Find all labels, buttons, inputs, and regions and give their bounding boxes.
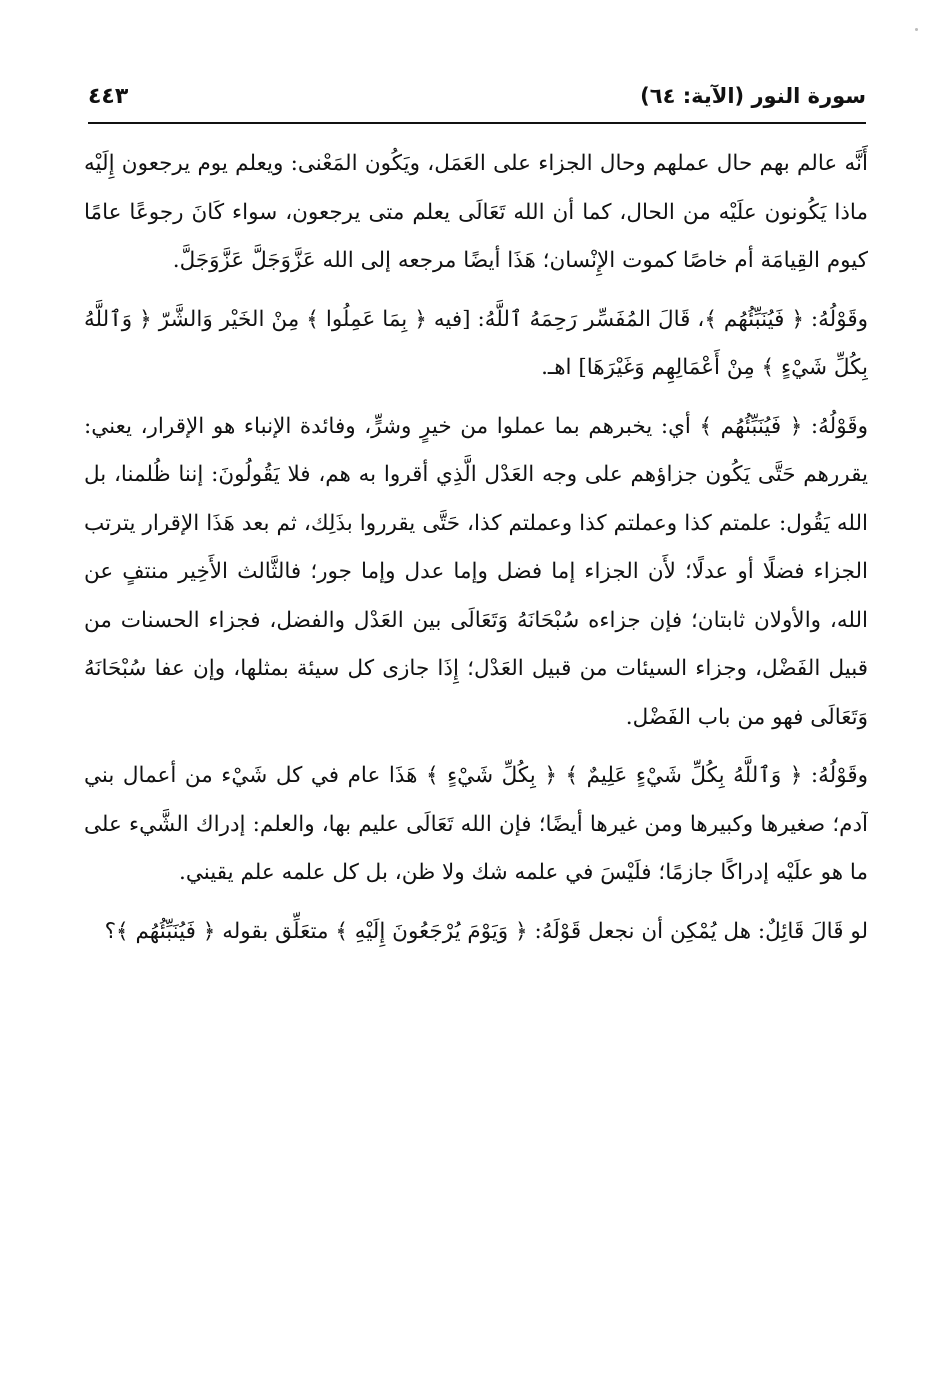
text-line: وقَوْلُهُ: ﴿ فَيُنَبِّئُهُم ﴾ أي: يخبرهم بما عملوا من خيرٍ وشرٍّ، وفائدة الإنباء هو xyxy=(212,413,868,439)
paragraph-2 xyxy=(84,296,868,393)
text-line: لو قَالَ قَائِلٌ: هل يُمْكِن أن نجعل قَوْلَهُ: ﴿ وَيَوْمَ يُرْجَعُونَ إِلَيْهِ ﴾ متعَلِّق بقوله xyxy=(222,918,868,944)
text-line: فضل وإما عدل وإما جور؛ فالثَّالث الأَخِير منتفٍ عن الله، والأولان ثابتان؛ فإن xyxy=(84,559,868,633)
text-line: إلى الله عَزَّوَجَلَّ عَزَّوَجَلَّ. xyxy=(172,248,392,273)
paragraph-4 xyxy=(84,752,868,898)
text-line: ﴿ وَٱللَّهُ بِكُلِّ شَيْءٍ ﴾ مِنْ أَعْمَالِهِم وَغَيْرَهَا] اهـ. xyxy=(84,306,868,380)
paragraph-1 xyxy=(84,140,868,286)
text-line: الشَّيء على ما هو علَيْه إدراكًا جازمًا؛ فلَيْسَ في علمه شك ولا ظن، بل كل علمه xyxy=(84,811,868,885)
text-line: وقَوْلُهُ: ﴿ فَيُنَبِّئُهُم ﴾، قَالَ المُفَسِّر رَحِمَهُ ٱللَّهُ: [فيه ﴿ بِمَا عَمِلُوا ﴾ مِنْ الخَيْر وَالشَّرّ xyxy=(158,306,868,332)
text-line: فلا يَقُولُونَ: إننا ظُلمنا، بل الله يَقُول: علمتم كذا وعملتم كذا وعملتم كذا، حَتَّى xyxy=(84,462,868,536)
text-line: علم يقيني. xyxy=(179,860,275,885)
text-line: جزاءه سُبْحَانَهُ وَتَعَالَى بين العَدْل والفضل، فجزاء الحسنات من قبيل الفَضْل، وجزاء xyxy=(84,607,868,681)
text-line: ﴿ فَيُنَبِّئُهُم ﴾؟ xyxy=(104,918,216,944)
paragraph-3 xyxy=(84,403,868,743)
text-line: الإقرار، يعني: يقررهم حَتَّى يَكُون جزاؤهم على وجه العَدْل الَّذِي أقروا به هم، xyxy=(84,413,868,487)
text-line: باب الفَضْل. xyxy=(625,704,731,730)
page-body xyxy=(84,140,868,1300)
page-header xyxy=(88,78,866,124)
page-number: ٤٤٣ xyxy=(88,84,129,109)
text-line: يقرروا بذَلِك، ثم بعد هَذَا الإقرار يترتب الجزاء فضلًا أو عدلًا؛ لأَن الجزاء إما xyxy=(84,510,868,584)
paragraph-5 xyxy=(84,908,868,957)
text-line: آدم؛ صغيرها وكبيرها ومن غيرها أيضًا؛ فإن الله تَعَالَى عليم بها، والعلم: إدراك xyxy=(195,811,868,837)
scan-dot xyxy=(915,28,918,31)
text-line: سواء كَانَ رجوعًا عامًا كيوم القِيامَة أم خاصًا كموت الإِنْسان؛ هَذَا أيضًا مرجعه xyxy=(84,199,868,273)
running-title: سورة النور (الآية: ٦٤) xyxy=(640,84,866,108)
text-line: وقَوْلُهُ: ﴿ وَٱللَّهُ بِكُلِّ شَيْءٍ عَلِيمٌ ﴾ ﴿ بِكُلِّ شَيْءٍ ﴾ هَذَا عام في كل شَيْء من أعمال بني xyxy=(84,763,868,788)
text-line: أَنَّه عالم بهم حال عملهم وحال الجزاء على العَمَل، ويَكُون المَعْنى: ويعلم يوم xyxy=(197,151,868,176)
text-line: السيئات من قبيل العَدْل؛ إِذَا جازى كل سيئة بمثلها، وإن عفا سُبْحَانَهُ وَتَعَالَى فهو من xyxy=(84,656,868,730)
text-line: يرجعون إِلَيْه ماذا يَكُونون علَيْه من الحال، كما أن الله تَعَالَى يعلم متى يرجعون، xyxy=(84,151,868,225)
